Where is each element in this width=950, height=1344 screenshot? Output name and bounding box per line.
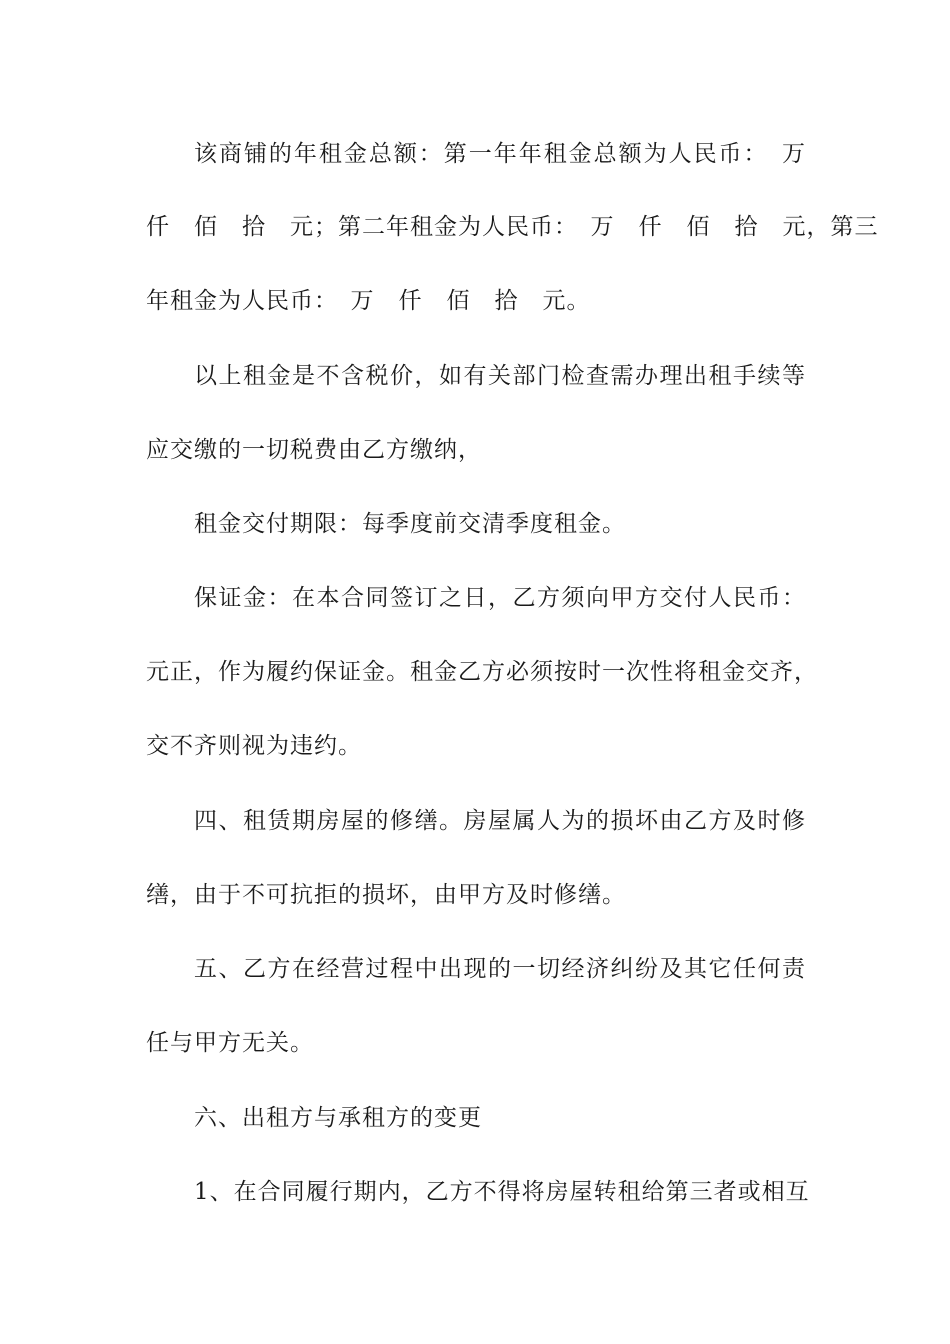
text-line: 以上租金是不含税价，如有关部门检查需办理出租手续等 — [194, 363, 806, 389]
text-line: 任与甲方无关。 — [146, 1030, 314, 1056]
text-line: 应交缴的一切税费由乙方缴纳， — [146, 437, 482, 463]
text-line: 该商铺的年租金总额：第一年年租金总额为人民币： 万 — [194, 141, 806, 167]
text-line: 仟 佰 拾 元；第二年租金为人民币： 万 仟 佰 拾 元，第三 — [146, 214, 879, 240]
text-line: 五、乙方在经营过程中出现的一切经济纠纷及其它任何责 — [194, 956, 806, 982]
text-line: 保证金：在本合同签订之日，乙方须向甲方交付人民币： — [194, 585, 806, 611]
text-line: 交不齐则视为违约。 — [146, 733, 362, 759]
text-line: 四、租赁期房屋的修缮。房屋属人为的损坏由乙方及时修 — [194, 808, 806, 834]
text-line: 年租金为人民币： 万 仟 佰 拾 元。 — [146, 288, 591, 314]
text-line: 元正，作为履约保证金。租金乙方必须按时一次性将租金交齐， — [146, 659, 818, 685]
text-line: 1、在合同履行期内，乙方不得将房屋转租给第三者或相互 — [194, 1179, 810, 1205]
text-line: 租金交付期限：每季度前交清季度租金。 — [194, 511, 626, 537]
text-line: 六、出租方与承租方的变更 — [194, 1105, 482, 1131]
text-line: 缮，由于不可抗拒的损坏，由甲方及时修缮。 — [146, 882, 626, 908]
